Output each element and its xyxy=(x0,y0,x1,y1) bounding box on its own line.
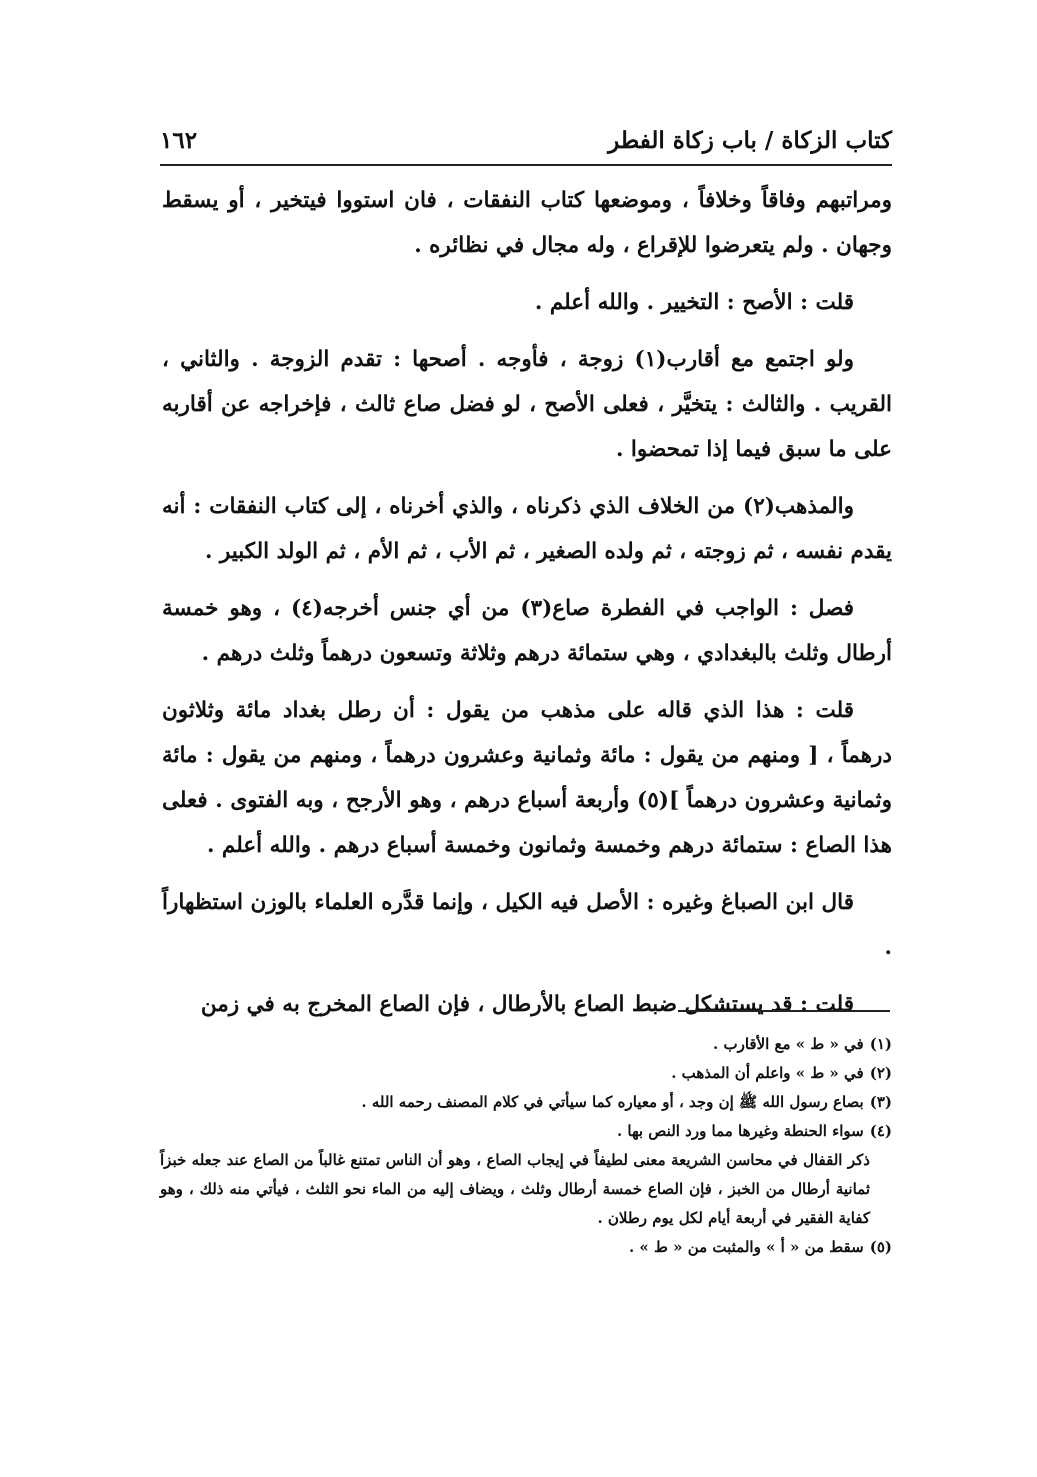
main-text xyxy=(162,178,892,1039)
footnote xyxy=(160,1117,892,1146)
paragraph: قلت : قد يستشكل ضبط الصاع بالأرطال ، فإن الصاع المخرج به في زمن xyxy=(200,992,854,1017)
footnote-separator xyxy=(678,1010,890,1012)
paragraph: فصل : الواجب في الفطرة صاع(٣) من أي جنس أخرجه(٤) ، وهو خمسة أرطال وثلث بالبغدادي ، وهي ستمائة درهم وثلاثة وتسعون درهماً وثلث درهم . xyxy=(162,596,892,666)
footnote xyxy=(160,1088,892,1117)
paragraph: ولو اجتمع مع أقارب(١) زوجة ، فأوجه . أصحها : تقدم الزوجة . والثاني ، القريب . والثالث : يتخيَّر ، فعلى الأصح ، لو فضل صاع ثالث ، فإخراجه عن أقاربه على ما سبق فيما إذا تمحضوا . xyxy=(162,347,892,462)
footnote-text: سقط من « أ » والمثبت من « ط » . xyxy=(628,1238,864,1256)
footnote-number: (١) xyxy=(869,1035,892,1053)
footnote-continuation: ذكر القفال في محاسن الشريعة معنى لطيفاً في إيجاب الصاع ، وهو أن الناس تمتنع غالباً من الصاع عند جعله خبزاً ثمانية أرطال من الخبز ، فإن الصاع خمسة أرطال وثلث ، ويضاف إليه من الماء نحو الثلث ، فيأتي منه ذلك ، وهو كفاية الفقير في أربعة أيام لكل يوم رطلان . xyxy=(160,1151,870,1227)
footnote xyxy=(160,1059,892,1088)
footnote-text: في « ط » مع الأقارب . xyxy=(713,1035,864,1053)
paragraph: قلت : الأصح : التخيير . والله أعلم . xyxy=(534,290,854,315)
footnote-text: بصاع رسول الله ﷺ إن وجد ، أو معياره كما سيأتي في كلام المصنف رحمه الله . xyxy=(361,1093,864,1111)
paragraph: قال ابن الصباغ وغيره : الأصل فيه الكيل ، وإنما قدَّره العلماء بالوزن استظهاراً . xyxy=(162,890,892,960)
page-header xyxy=(160,120,892,166)
paragraph: قلت : هذا الذي قاله على مذهب من يقول : أن رطل بغداد مائة وثلاثون درهماً ، [ ومنهم من يقول : مائة وثمانية وعشرون درهماً ، ومنهم من يقول : مائة وثمانية وعشرون درهماً ](٥) وأربعة أسباع درهم ، وهو الأرجح ، وبه الفتوى . فعلى هذا الصاع : ستمائة درهم وخمسة وثمانون وخمسة أسباع درهم . والله أعلم . xyxy=(162,698,892,858)
running-title: كتاب الزكاة / باب زكاة الفطر xyxy=(608,126,892,154)
footnote-number: (٥) xyxy=(869,1238,892,1256)
footnotes xyxy=(160,1030,892,1262)
footnote-text: سواء الحنطة وغيرها مما ورد النص بها . xyxy=(616,1122,864,1140)
footnote-number: (٤) xyxy=(869,1122,892,1140)
footnote xyxy=(160,1233,892,1262)
footnote xyxy=(160,1030,892,1059)
paragraph: والمذهب(٢) من الخلاف الذي ذكرناه ، والذي أخرناه ، إلى كتاب النفقات : أنه يقدم نفسه ، ثم زوجته ، ثم ولده الصغير ، ثم الأب ، ثم الأم ، ثم الولد الكبير . xyxy=(162,494,892,564)
footnote-text: في « ط » واعلم أن المذهب . xyxy=(671,1064,864,1082)
page-number: ١٦٢ xyxy=(160,126,198,154)
footnote-number: (٢) xyxy=(869,1064,892,1082)
footnote-number: (٣) xyxy=(869,1093,892,1111)
paragraph: ومراتبهم وفاقاً وخلافاً ، وموضعها كتاب النفقات ، فان استووا فيتخير ، أو يسقط وجهان . ولم يتعرضوا للإقراع ، وله مجال في نظائره . xyxy=(162,188,892,258)
